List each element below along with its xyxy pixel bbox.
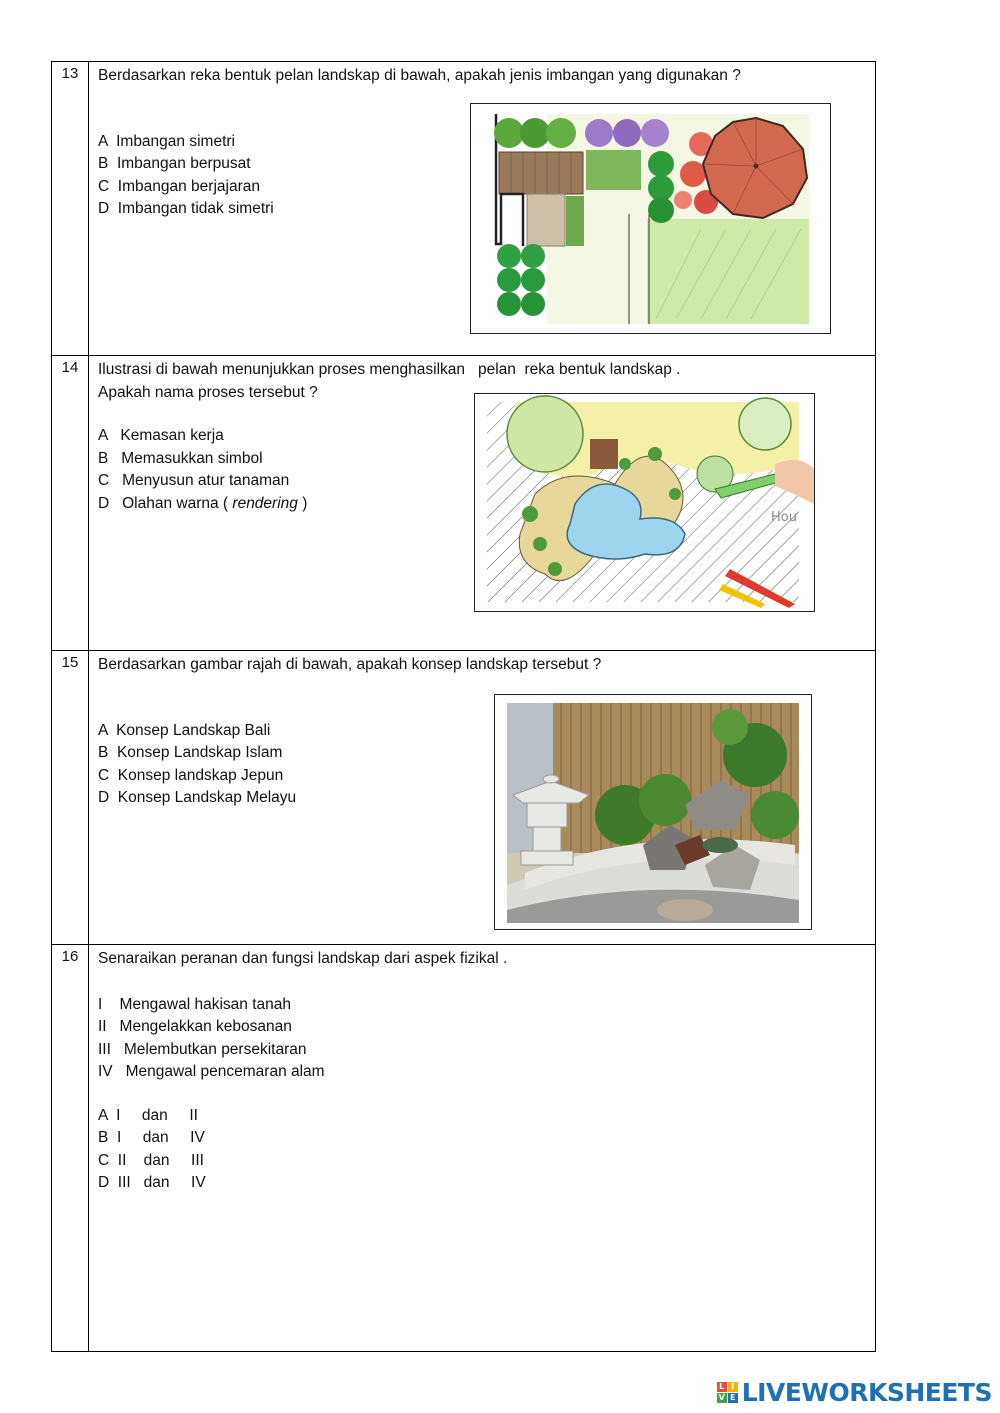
question-row-14 [52,355,875,650]
statement-iv: IV Mengawal pencemaran alam [98,1063,325,1080]
question-prompt: Berdasarkan gambar rajah di bawah, apakah konsep landskap tersebut ? [98,656,602,673]
logo-letter-i: I [728,1382,738,1392]
liveworksheets-logo[interactable] [717,1378,992,1407]
landscape-plan-image [470,103,831,334]
question-body [98,948,867,1195]
japanese-garden-image [494,694,812,930]
option-c[interactable]: C Menyusun atur tanaman [98,472,290,489]
question-row-15 [52,650,875,944]
option-d-italic: rendering [232,494,298,512]
logo-letter-l: L [717,1382,727,1392]
option-b[interactable]: B Konsep Landskap Islam [98,744,283,761]
option-d[interactable]: D Imbangan tidak simetri [98,200,274,217]
logo-text: LIVEWORKSHEETS [741,1378,992,1407]
logo-mark-icon [717,1382,738,1403]
option-c[interactable]: C Imbangan berjajaran [98,177,260,195]
option-a[interactable]: A Kemasan kerja [98,427,224,444]
question-number: 14 [52,356,89,650]
option-a[interactable]: A Konsep Landskap Bali [98,721,271,739]
option-d-prefix: D Olahan warna ( [98,494,233,512]
option-c[interactable]: C Konsep landskap Jepun [98,766,284,784]
statement-i: I Mengawal hakisan tanah [98,995,292,1013]
option-d-suffix: ) [297,494,308,512]
statement-iii: III Melembutkan persekitaran [98,1040,307,1058]
question-row-13 [52,62,875,355]
house-label: Hou [771,510,797,525]
option-d[interactable]: D Konsep Landskap Melayu [98,789,297,806]
question-prompt: Senaraikan peranan dan fungsi landskap dari aspek fizikal . [98,950,508,967]
question-number: 13 [52,62,89,355]
question-prompt: Ilustrasi di bawah menunjukkan proses menghasilkan pelan reka bentuk landskap . [98,361,681,378]
logo-letter-e: E [728,1393,738,1403]
rendering-process-image [474,393,815,612]
question-table [51,61,876,1352]
option-c[interactable]: C II dan III [98,1151,204,1169]
question-number: 15 [52,651,89,944]
option-a[interactable]: A Imbangan simetri [98,132,235,150]
question-prompt: Berdasarkan reka bentuk pelan landskap di bawah, apakah jenis imbangan yang digunakan ? [98,67,741,84]
option-d[interactable]: D III dan IV [98,1174,206,1191]
statement-ii: II Mengelakkan kebosanan [98,1018,292,1035]
question-row-16 [52,944,875,1351]
question-prompt-2: Apakah nama proses tersebut ? [98,383,318,401]
option-b[interactable]: B I dan IV [98,1129,205,1146]
logo-letter-v: V [718,1393,725,1402]
option-a[interactable]: A I dan II [98,1106,198,1124]
question-number: 16 [52,945,89,1351]
option-b[interactable]: B Imbangan berpusat [98,155,251,172]
option-b[interactable]: B Memasukkan simbol [98,449,263,467]
